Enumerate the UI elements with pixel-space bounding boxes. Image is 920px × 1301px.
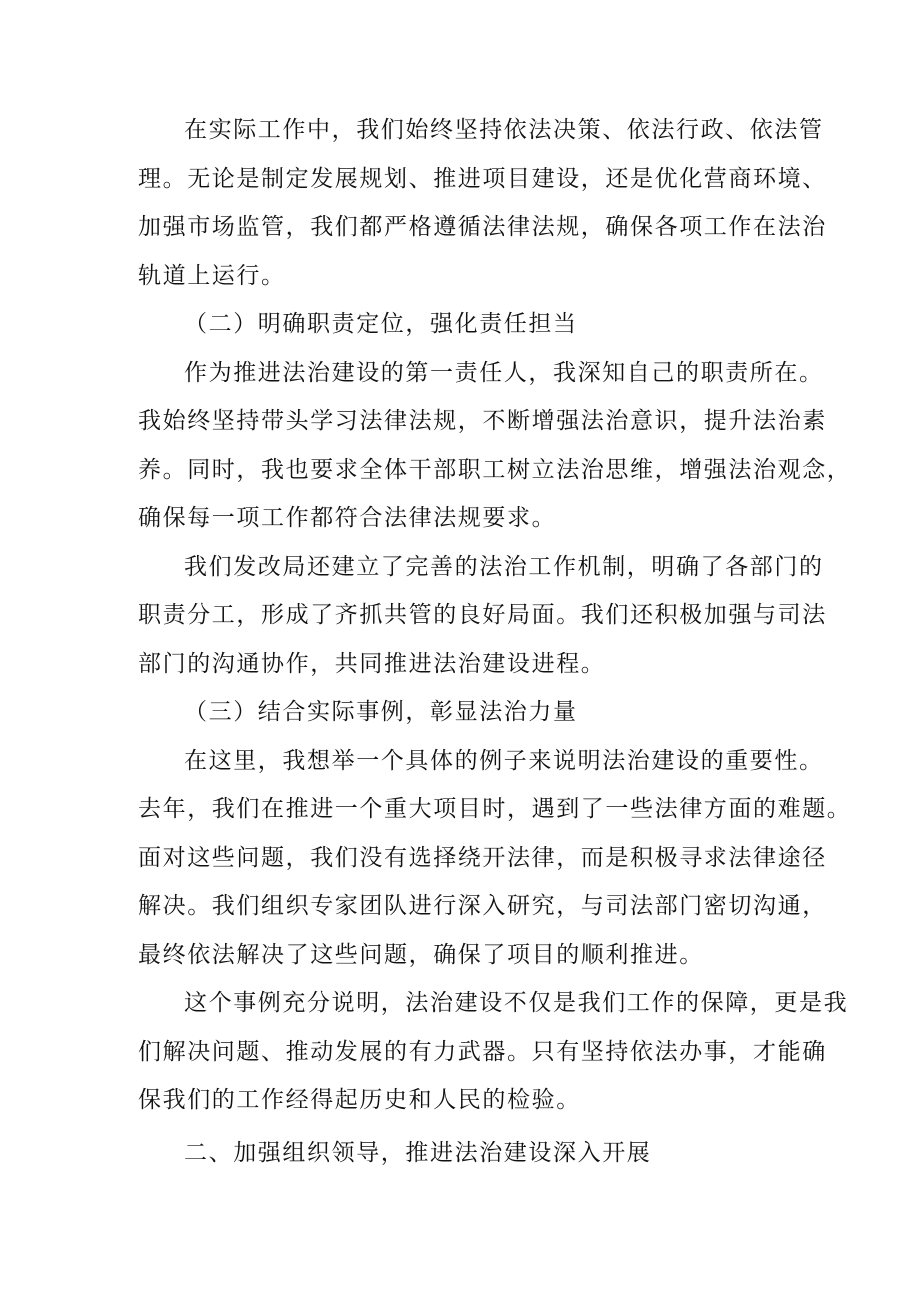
paragraph-conclusion bbox=[138, 979, 849, 1125]
document-body bbox=[138, 106, 852, 1177]
text-line: 们解决问题、推动发展的有力武器。只有坚持依法办事，才能确 bbox=[138, 1038, 827, 1065]
text-line: 部门的沟通协作，共同推进法治建设进程。 bbox=[138, 650, 606, 677]
heading-text: （三）结合实际事例，彰显法治力量 bbox=[184, 699, 578, 725]
section-heading-3 bbox=[138, 688, 790, 737]
paragraph-example bbox=[138, 737, 852, 980]
section-heading-2 bbox=[138, 300, 790, 349]
text-line: 在实际工作中，我们始终坚持依法决策、依法行政、依法管 bbox=[184, 117, 824, 143]
paragraph-mechanism bbox=[138, 543, 827, 689]
paragraph-practice bbox=[138, 106, 827, 300]
text-line: 面对这些问题，我们没有选择绕开法律，而是积极寻求法律途径 bbox=[138, 844, 827, 871]
text-line: 保我们的工作经得起历史和人民的检验。 bbox=[138, 1087, 581, 1113]
text-line: 我始终坚持带头学习法律法规，不断增强法治意识，提升法治素 bbox=[138, 408, 827, 434]
text-line: 去年，我们在推进一个重大项目时，遇到了一些法律方面的难题。 bbox=[138, 796, 852, 822]
text-line: 作为推进法治建设的第一责任人，我深知自己的职责所在。 bbox=[184, 359, 824, 386]
text-line: 加强市场监管，我们都严格遵循法律法规，确保各项工作在法治 bbox=[138, 214, 827, 240]
heading-text: （二）明确职责定位，强化责任担当 bbox=[184, 311, 578, 337]
text-line: 这个事例充分说明，法治建设不仅是我们工作的保障，更是我 bbox=[184, 990, 849, 1016]
text-line: 我们发改局还建立了完善的法治工作机制，明确了各部门的 bbox=[184, 553, 824, 580]
text-line: 理。无论是制定发展规划、推进项目建设，还是优化营商环境、 bbox=[138, 165, 827, 192]
text-line: 确保每一项工作都符合法律法规要求。 bbox=[138, 505, 557, 531]
text-line: 解决。我们组织专家团队进行深入研究，与司法部门密切沟通， bbox=[138, 893, 827, 919]
text-line: 职责分工，形成了齐抓共管的良好局面。我们还积极加强与司法 bbox=[138, 602, 827, 628]
heading-text: 二、加强组织领导，推进法治建设深入开展 bbox=[184, 1139, 652, 1166]
text-line: 养。同时，我也要求全体干部职工树立法治思维，增强法治观念， bbox=[138, 456, 852, 483]
text-line: 最终依法解决了这些问题，确保了项目的顺利推进。 bbox=[138, 941, 704, 968]
section-heading-two bbox=[138, 1129, 790, 1178]
text-line: 在这里，我想举一个具体的例子来说明法治建设的重要性。 bbox=[184, 747, 824, 774]
text-line: 轨道上运行。 bbox=[138, 262, 286, 289]
paragraph-responsibility bbox=[138, 349, 852, 543]
